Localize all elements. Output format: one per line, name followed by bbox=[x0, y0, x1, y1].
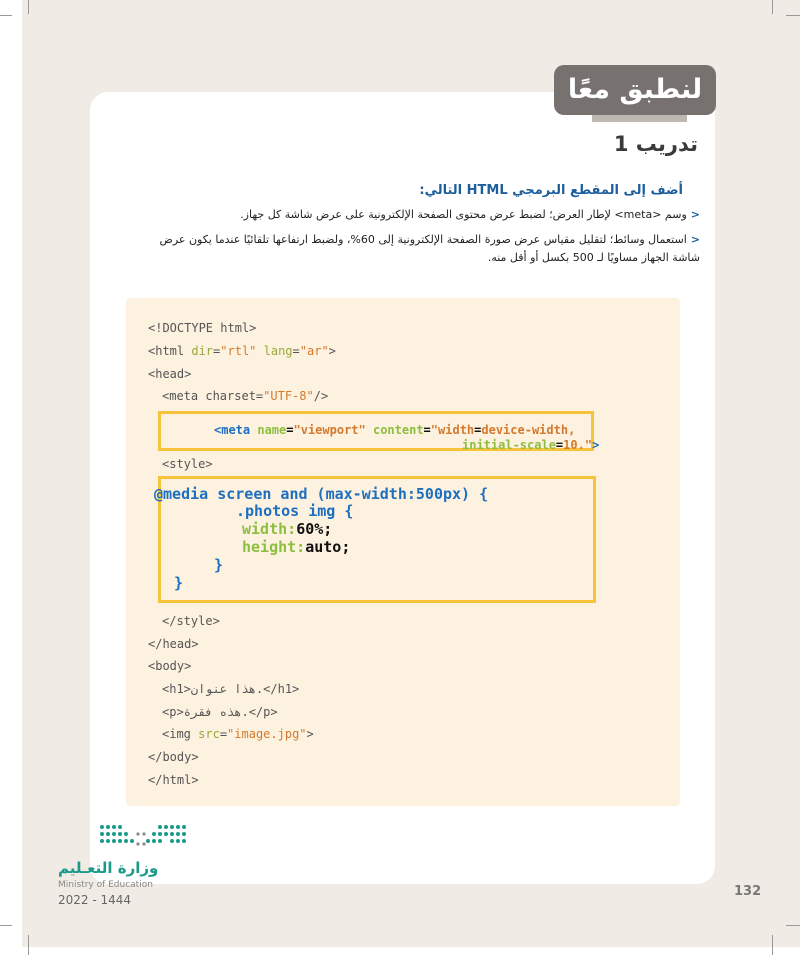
instruction-bullet-1: <وسم <meta> لإطار العرض؛ لضبط عرض محتوى الصفحة الإلكترونية على عرض شاشة كل جهاز. bbox=[240, 208, 700, 221]
crop-mark bbox=[772, 0, 773, 14]
added-close-brace-2: } bbox=[174, 574, 184, 592]
added-selector: .photos img { bbox=[236, 502, 354, 520]
code-line-html-open: <html dir="rtl" lang="ar"> bbox=[148, 344, 336, 358]
code-line-h1: <h1>هذا عنوان.</h1> bbox=[162, 682, 300, 696]
code-line-head-close: </head> bbox=[148, 637, 199, 651]
ministry-name-en: Ministry of Education bbox=[58, 880, 153, 890]
ministry-name-ar: وزارة التعـليم bbox=[58, 859, 159, 877]
added-width-rule: width:60%; bbox=[242, 520, 333, 538]
code-line-doctype: <!DOCTYPE html> bbox=[148, 321, 257, 335]
code-line-style-open: <style> bbox=[162, 457, 213, 471]
section-banner: لنطبق معًا bbox=[554, 65, 716, 115]
code-line-body-close: </body> bbox=[148, 750, 199, 764]
code-line-img: <img src="image.jpg"> bbox=[162, 727, 314, 741]
crop-mark bbox=[0, 15, 12, 16]
ministry-logo-icon bbox=[98, 822, 190, 848]
exercise-title: تدريب 1 bbox=[613, 132, 698, 156]
code-line-body-open: <body> bbox=[148, 659, 192, 673]
code-line-head-open: <head> bbox=[148, 367, 192, 381]
added-close-brace-1: } bbox=[214, 556, 224, 574]
instructions-intro: أضف إلى المقطع البرمجي HTML التالي: bbox=[419, 183, 683, 198]
crop-mark bbox=[28, 935, 29, 955]
page-number: 132 bbox=[734, 884, 762, 899]
added-media-query: @media screen and (max-width:500px) { bbox=[154, 485, 489, 503]
added-meta-viewport-2: initial-scale=10."> bbox=[462, 438, 600, 452]
code-line-p: <p>هذه فقرة.</p> bbox=[162, 705, 278, 719]
added-height-rule: height:auto; bbox=[242, 538, 351, 556]
crop-mark bbox=[28, 0, 29, 14]
bullet-arrow-icon: < bbox=[690, 233, 700, 246]
added-meta-viewport: <meta name="viewport" content="width=device-width, bbox=[214, 423, 576, 437]
crop-mark bbox=[786, 925, 800, 926]
instruction-bullet-2: <استعمال وسائط؛ لتقليل مقياس عرض صورة الصفحة الإلكترونية إلى 60%، ولضبط ارتفاعها تلقائيًا عندما يكون عرض شاشة الجهاز مساويًا لـ 500 بكسل أو أقل منه. bbox=[159, 233, 700, 264]
crop-mark bbox=[0, 925, 12, 926]
code-line-style-close: </style> bbox=[162, 614, 220, 628]
code-line-html-close: </html> bbox=[148, 773, 199, 787]
crop-mark bbox=[786, 15, 800, 16]
code-line-meta-charset: <meta charset="UTF-8"/> bbox=[162, 389, 329, 403]
bullet-arrow-icon: < bbox=[690, 208, 700, 221]
crop-mark bbox=[772, 935, 773, 955]
edition-year: 2022 - 1444 bbox=[58, 893, 132, 907]
